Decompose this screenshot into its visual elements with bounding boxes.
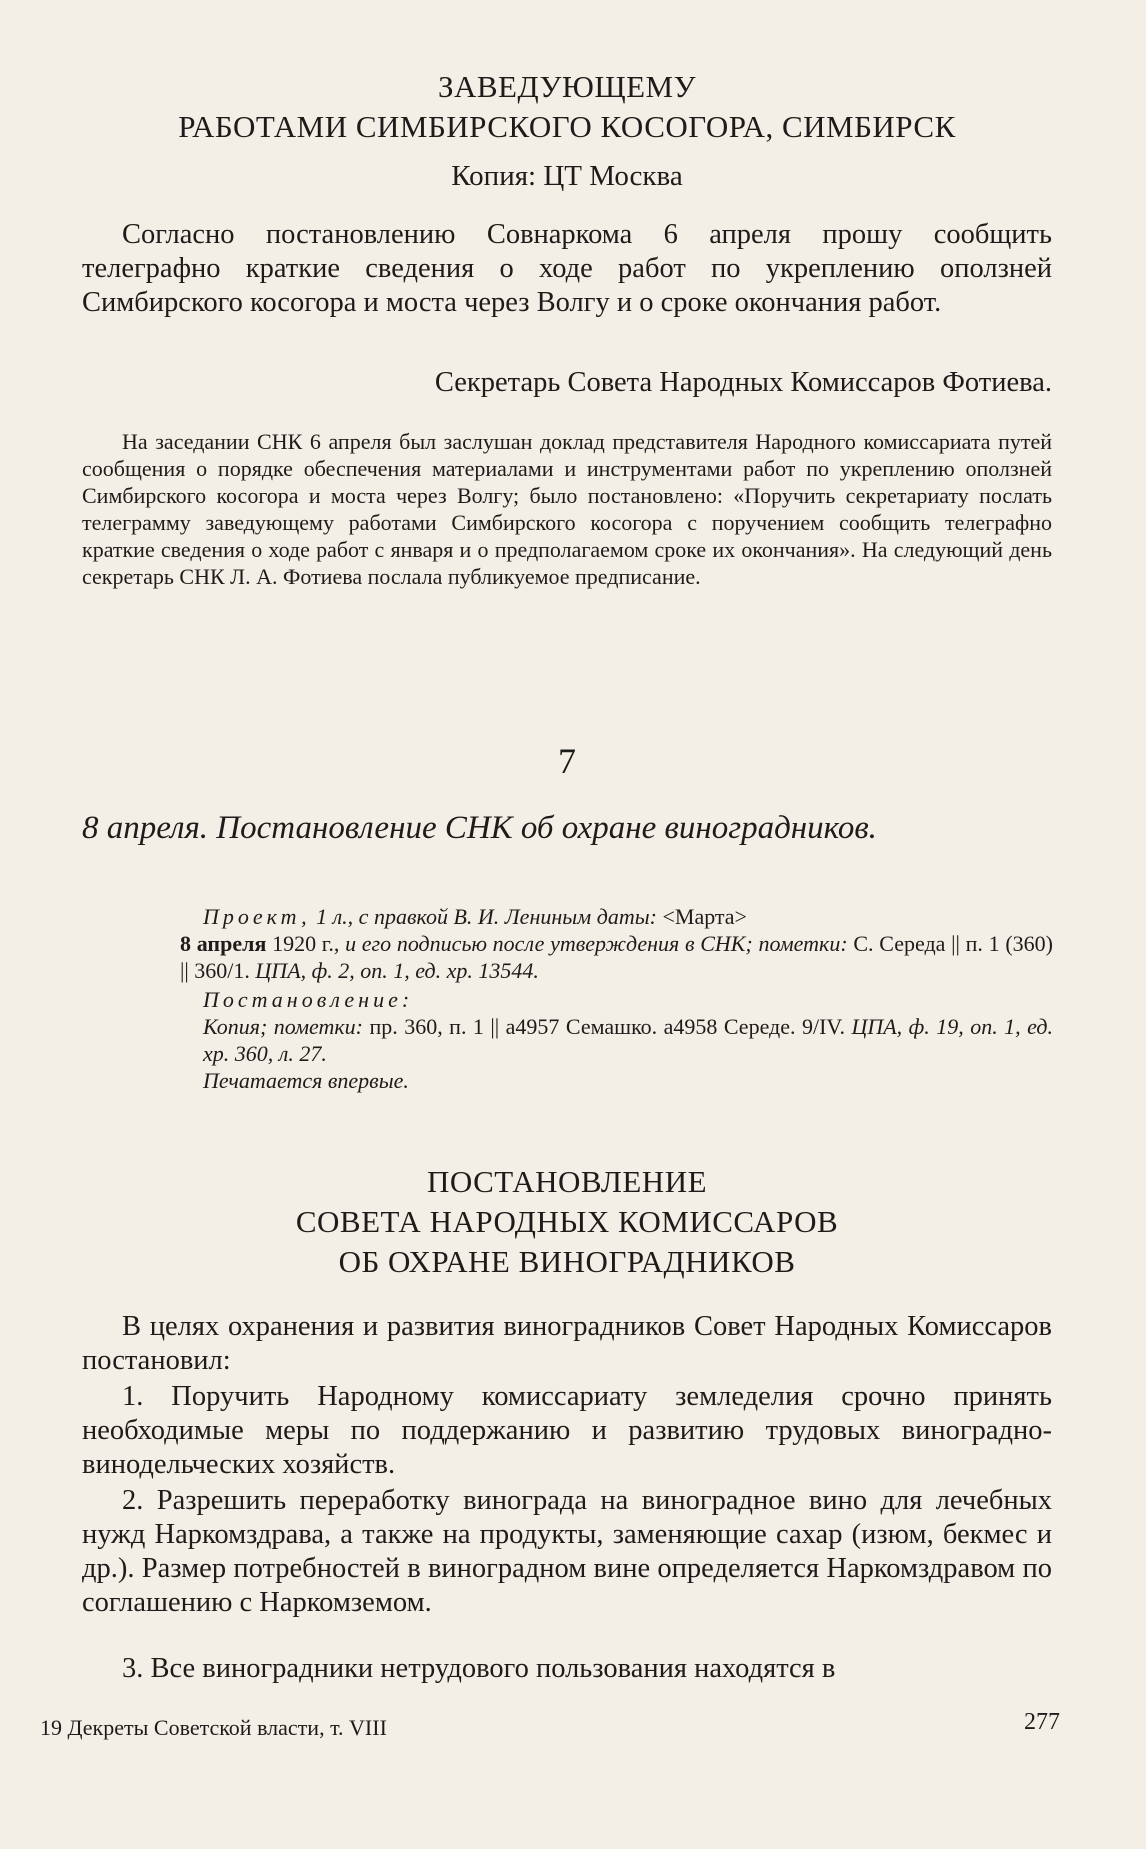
archive-source-1-cont: 8 апреля 1920 г., и его подписью после утверждения в СНК; пометки: С. Середа || п. 1 (360) || 360/1. ЦПА, ф. 2, оп. 1, ед. хр. 13544. <box>180 931 1054 983</box>
decree-point-1: 1. Поручить Народному комиссариату земледелия срочно принять необходимые меры по поддержанию и развитию трудовых виноградно-винодельческих хозяйств. <box>82 1381 1052 1480</box>
decree-point-3: 3. Все виноградники нетрудового пользования находятся в <box>122 1653 836 1684</box>
decree-point-2: 2. Разрешить переработку винограда на виноградное вино для лечебных нужд Наркомздрава, а также на продукты, заменяющие сахар (изюм, бекмес и др.). Размер потребностей в виноградном вине определяется Наркомздравом по соглашению с Наркомземом. <box>82 1485 1052 1618</box>
document-heading: 8 апреля. Постановление СНК об охране виноградников. <box>82 810 877 846</box>
archive-source-2: Копия; пометки: пр. 360, п. 1 || а4957 Семашко. а4958 Середе. 9/IV. ЦПА, ф. 19, оп. 1, ед. хр. 360, л. 27. <box>203 1014 1053 1066</box>
editorial-note: На заседании СНК 6 апреля был заслушан доклад представителя Народного комиссариата путей сообщения о порядке обеспечения материалами и инструментами работ по укреплению оползней Симбирского косогора и моста через Волгу; было постановлено: «Поручить секретариату послать телеграмму заведующему работами Симбирского косогора с поручением сообщить телеграфно краткие сведения о ходе работ с января и о предполагаемом сроке их окончания». На следующий день секретарь СНК Л. А. Фотиева послала публикуемое предписание. <box>82 429 1052 589</box>
decree-title-1: ПОСТАНОВЛЕНИЕ <box>426 1164 708 1199</box>
signature: Секретарь Совета Народных Комиссаров Фотиева. <box>434 367 1052 398</box>
copy-line: Копия: ЦТ Москва <box>451 160 683 192</box>
footer-source: 19 Декреты Советской власти, т. VIII <box>40 1715 387 1740</box>
document-number: 7 <box>558 741 576 781</box>
publication-note: Печатается впервые. <box>203 1068 409 1093</box>
decree-title-2: СОВЕТА НАРОДНЫХ КОМИССАРОВ <box>295 1204 839 1239</box>
archive-source-1: Проект, 1 л., с правкой В. И. Лениным даты: <Марта> <box>203 904 747 929</box>
archive-reference <box>180 903 1054 1094</box>
page-number: 277 <box>1024 1709 1060 1735</box>
decree-title-3: ОБ ОХРАНЕ ВИНОГРАДНИКОВ <box>338 1244 796 1279</box>
decree-intro: В целях охранения и развития виноградников Совет Народных Комиссаров постановил: <box>82 1311 1052 1376</box>
archive-source-2-label: Постановление: <box>203 987 414 1012</box>
addressee-line-1: ЗАВЕДУЮЩЕМУ <box>437 69 697 104</box>
telegram-text: Согласно постановлению Совнаркома 6 апреля прошу сообщить телеграфно краткие сведения о ходе работ по укреплению оползней Симбирского косогора и моста через Волгу и о сроке окончания работ. <box>82 219 1052 318</box>
addressee-line-2: РАБОТАМИ СИМБИРСКОГО КОСОГОРА, СИМБИРСК <box>178 109 956 144</box>
